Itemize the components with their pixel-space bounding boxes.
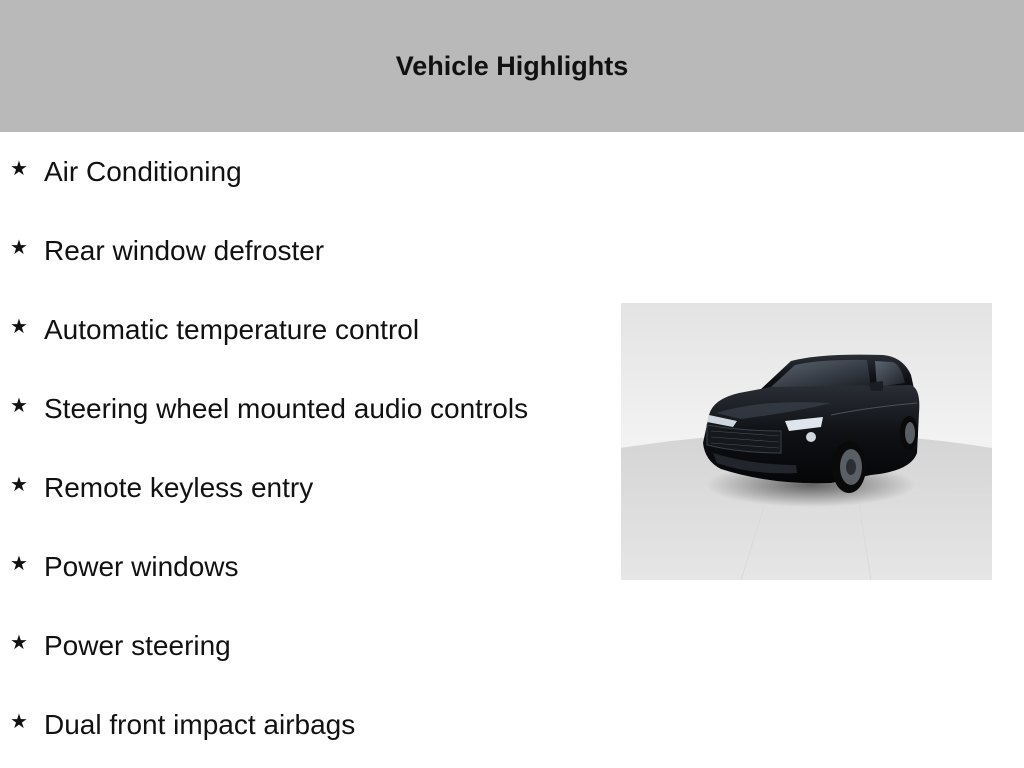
star-icon: ★ [10,237,28,259]
highlights-header [0,0,1024,132]
star-icon: ★ [10,711,28,733]
highlight-label: Remote keyless entry [44,472,314,503]
star-icon: ★ [10,474,28,496]
highlight-label: Air Conditioning [44,156,242,187]
page-title: Vehicle Highlights [395,50,629,81]
star-icon: ★ [10,632,28,654]
list-item [0,310,419,350]
list-item [0,231,324,271]
highlight-label: Steering wheel mounted audio controls [44,393,529,424]
vehicle-photo [621,303,992,580]
star-icon: ★ [10,553,28,575]
list-item [0,468,313,508]
list-item [0,547,239,587]
list-item [0,705,355,745]
highlight-label: Rear window defroster [44,235,325,266]
list-item [0,389,528,429]
highlight-label: Power windows [44,551,239,582]
star-icon: ★ [10,316,28,338]
list-item [0,626,231,666]
list-item [0,152,242,192]
star-icon: ★ [10,158,28,180]
highlight-label: Dual front impact airbags [44,709,356,740]
star-icon: ★ [10,395,28,417]
highlight-label: Power steering [44,630,231,661]
highlight-label: Automatic temperature control [44,314,420,345]
